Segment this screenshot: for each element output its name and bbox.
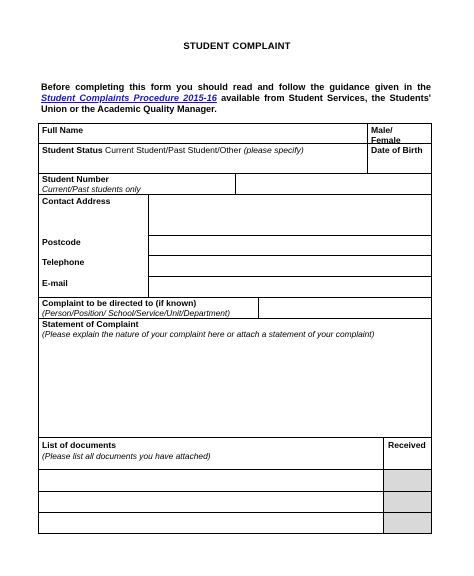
student-number-value-field[interactable] (235, 173, 432, 195)
page-title: STUDENT COMPLAINT (183, 41, 291, 52)
intro-text-before: Before completing this form you should read and follow the guidance given in the (41, 82, 431, 92)
student-number-hint: Current/Past students only (42, 184, 141, 194)
dob-label: Date of Birth (371, 145, 423, 155)
intro-text-after: available from Student Services, the Students' Union or the Academic Quality Manager. (41, 93, 431, 114)
document-row-1-received[interactable] (383, 469, 432, 492)
email-label: E-mail (42, 278, 68, 288)
contact-address-label-cell (38, 194, 149, 298)
document-row-2-input[interactable] (38, 491, 384, 513)
statement-hint: (Please explain the nature of your complaint here or attach a statement of your complaint) (42, 329, 375, 339)
gender-field[interactable] (367, 123, 432, 144)
telephone-input[interactable] (148, 255, 432, 277)
gender-label: Male/ Female (371, 125, 401, 145)
directed-to-hint: (Person/Position/ School/Service/Unit/Department) (42, 308, 231, 318)
contact-address-input[interactable] (148, 194, 432, 236)
documents-label: List of documents (42, 440, 117, 450)
documents-hint: (Please list all documents you have attached) (42, 451, 211, 461)
email-input[interactable] (148, 276, 432, 298)
full-name-field[interactable] (38, 123, 368, 144)
documents-header-cell (38, 437, 384, 470)
student-number-label: Student Number (42, 174, 109, 184)
document-row-3-input[interactable] (38, 512, 384, 534)
statement-label: Statement of Complaint (42, 319, 139, 329)
student-number-field[interactable] (38, 173, 236, 195)
received-header-cell (383, 437, 432, 470)
student-status-label: Student Status Current Student/Past Student/Other (please specify) (42, 145, 304, 155)
procedure-link[interactable]: Student Complaints Procedure 2015-16 (41, 93, 217, 103)
postcode-label: Postcode (42, 237, 81, 247)
statement-field[interactable] (38, 318, 432, 438)
student-status-field[interactable] (38, 143, 368, 174)
full-name-label: Full Name (42, 125, 84, 135)
directed-to-label: Complaint to be directed to (if known) (42, 298, 197, 308)
intro-paragraph (41, 82, 431, 115)
document-row-2-received[interactable] (383, 491, 432, 513)
directed-to-label-cell (38, 297, 259, 319)
student-status-hint: (please specify) (243, 145, 304, 155)
contact-address-label: Contact Address (42, 196, 111, 206)
directed-to-input[interactable] (258, 297, 432, 319)
telephone-label: Telephone (42, 257, 85, 267)
student-status-options: Current Student/Past Student/Other (105, 145, 242, 155)
dob-field[interactable] (367, 143, 432, 174)
received-label: Received (388, 440, 426, 450)
postcode-input[interactable] (148, 235, 432, 256)
document-row-3-received[interactable] (383, 512, 432, 534)
document-row-1-input[interactable] (38, 469, 384, 492)
